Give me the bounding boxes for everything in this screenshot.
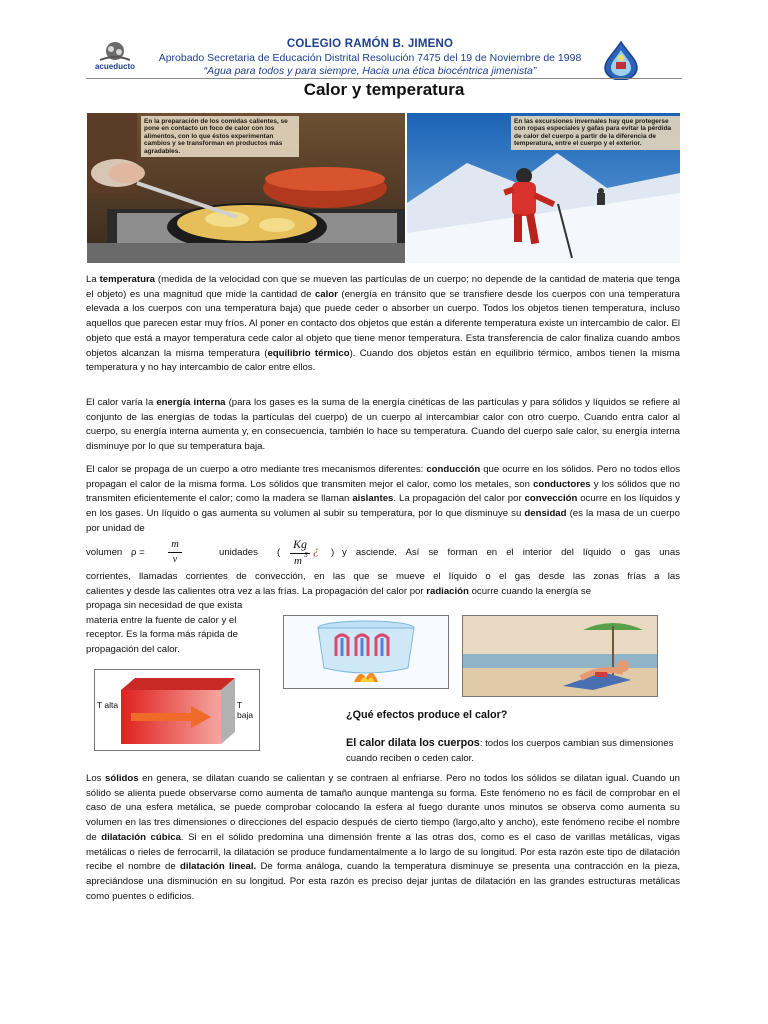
beach-sunbather-icon <box>463 616 657 696</box>
acueducto-logo <box>86 40 144 74</box>
paragraph-dilatacion: Los sólidos en genera, se dilatan cuando se calientan y se contraen al enfriarse. Pero no todos los sólidos se dilatan igual. Cuando un sólido se alienta puede observarse como aumenta de tamaño aunque mantenga su forma. Este fenómeno no es fácil de comprobar en el caso de una esfera metálica, se puede comprobar colocando la esfera al fuego durante unos minutos se observa como aumenta su volumen en las tres dimensiones o direcciones del espacio después de cierto tiempo (largo,alto y ancho), este fenómeno recibe el nombre de dilatación cúbica. Si en el sólido predomina una dimensión frente a las otras dos, como es el caso de varillas metálicas, vigas metálicas o rieles de ferrocarril, la dilatación se produce fundamentalmente a lo largo de su longitud. Por esta razón este tipo de dilatación recibe el nombre de dilatación lineal. De forma análoga, cuando la temperatura disminuye se presenta una contracción en la pieza, apreciándose una disminución en su longitud. Por esta razón es preciso dejar juntas de dilatación en las grandes estructuras metálicas como puentes o edificios. <box>86 773 680 902</box>
p4-line-6: propagación del calor. <box>86 644 180 655</box>
p4-line-3: propaga sin necesidad de que exista <box>86 600 243 611</box>
question-heading: ¿Qué efectos produce el calor? <box>346 709 508 721</box>
mountain-photo <box>407 113 680 263</box>
dilata-paragraph: El calor dilata los cuerpos: todos los cuerpos cambian sus dimensiones cuando reciben o ceden calor. <box>346 737 674 764</box>
open-paren: ( <box>277 547 281 558</box>
mountain-caption: En las excursiones invernales hay que protegerse con ropas especiales y gafas para evitar la pérdida de calor del cuerpo a partir de la diferencia de temperatura, entre el cuerpo y el exterior. <box>511 116 680 150</box>
radiation-figure <box>462 615 658 697</box>
convection-pot-icon <box>284 616 448 688</box>
t-baja-label: T baja <box>237 700 254 720</box>
acueducto-logo-text: acueducto <box>94 62 135 71</box>
paragraph-temperatura: La temperatura (medida de la velocidad con que se mueven las partículas de un cuerpo; no depende de la cantidad de materia que tenga el objeto) es una magnitud que mide la cantidad de calor (energía en tránsito que se transfiere desde los cuerpos con una temperatura elevada a los cuerpos con una temperatura baja) que puede ceder o absorber un cuerpo. Todos los objetos tienen temperatura, incluso aquellos que parecen estar muy fríos. Al poner en contacto dos objetos que están a diferente temperatura existe un intercambio de calor. El objeto que está a mayor temperatura cede calor al objeto que tiene menor temperatura. Esta transferencia de calor finaliza cuando ambos objetos alcanzan la misma temperatura (equilibrio térmico). Cuando dos objetos están en equilibrio térmico, ambos tienen la misma temperatura y no hay intercambio de calor entre ellos. <box>86 274 680 374</box>
conduction-figure <box>94 669 260 751</box>
fraction-denominator: v <box>172 554 178 565</box>
fraction-numerator: m <box>171 539 179 550</box>
approval-line: Aprobado Secretaria de Educación Distrital Resolución 7475 del 19 de Noviembre de 1998 <box>158 52 582 64</box>
school-name: COLEGIO RAMÓN B. JIMENO <box>286 38 454 50</box>
formula-tail: y asciende. Así se forman en el interior del líquido o gas unas <box>342 547 680 558</box>
page-title: Calor y temperatura <box>303 80 465 99</box>
p4-line-2: calientes y desde las calientes otra vez a las frías. La propagación del calor por radiación ocurre cuando la energía se <box>86 586 592 597</box>
header-divider <box>86 78 682 79</box>
unit-numerator: Kg <box>292 537 307 551</box>
unit-glyph: ¿ <box>313 543 319 557</box>
p4-line-5: receptor. Es la forma más rápida de <box>86 629 238 640</box>
unidades-word: unidades <box>219 547 258 558</box>
fraction-bar <box>168 552 182 553</box>
paragraph-energia-interna: El calor varía la energía interna (para los gases es la suma de la energía cinéticas de las partículas y para sólidos y líquidos se refiere al conjunto de las energías de todas la partículas del cuerpo) de un cuerpo al intercambiar calor con otro cuerpo. Cuando entra calor al cuerpo, su energía interna aumenta y, en consecuencia, también lo hace su temperatura. Cuando del cuerpo sale calor, su energía interna disminuye por lo que su temperatura baja. <box>86 397 680 453</box>
kitchen-caption: En la preparación de los comidas calientes, se pone en contacto un foco de calor con los alimentos, con lo que éstos experimentan cambios y se transforman en productos más agradables. <box>141 116 299 157</box>
t-alta-label: T alta <box>97 700 119 710</box>
unit-denominator: m <box>294 555 302 567</box>
water-drop-crest-icon <box>597 40 645 80</box>
convection-figure <box>283 615 449 689</box>
kitchen-photo <box>87 113 405 263</box>
school-motto: “Agua para todos y para siempre, Hacia una ética biocéntrica jimenista” <box>203 65 537 77</box>
p4-line-1: corrientes, llamadas corrientes de convección, en las que se mueve el líquido o el gas desde las zonas frías a las <box>86 571 680 582</box>
rho-symbol: ρ = <box>131 547 145 558</box>
close-paren: ) <box>331 547 335 558</box>
volumen-word: volumen <box>86 547 123 558</box>
school-crest <box>597 40 645 80</box>
paragraph-propagacion: El calor se propaga de un cuerpo a otro mediante tres mecanismos diferentes: conducción que ocurre en los sólidos. Pero no todos ellos propagan el calor de la misma forma. Los sólidos que transmiten mejor el calor, como los metales, son conductores y los sólidos que no transmiten eficientemente el calor; como la madera se llaman aislantes. La propagación del calor por convección ocurre en los líquidos y en los gases. Un líquido o gas aumenta su volumen al subir su temperatura, por lo que disminuye su densidad (es la masa de un cuerpo por unidad de <box>86 464 680 534</box>
unit-exponent: 3 <box>304 551 308 559</box>
heat-transfer-block-icon <box>95 670 259 750</box>
p4-line-4: materia entre la fuente de calor y el <box>86 615 237 626</box>
